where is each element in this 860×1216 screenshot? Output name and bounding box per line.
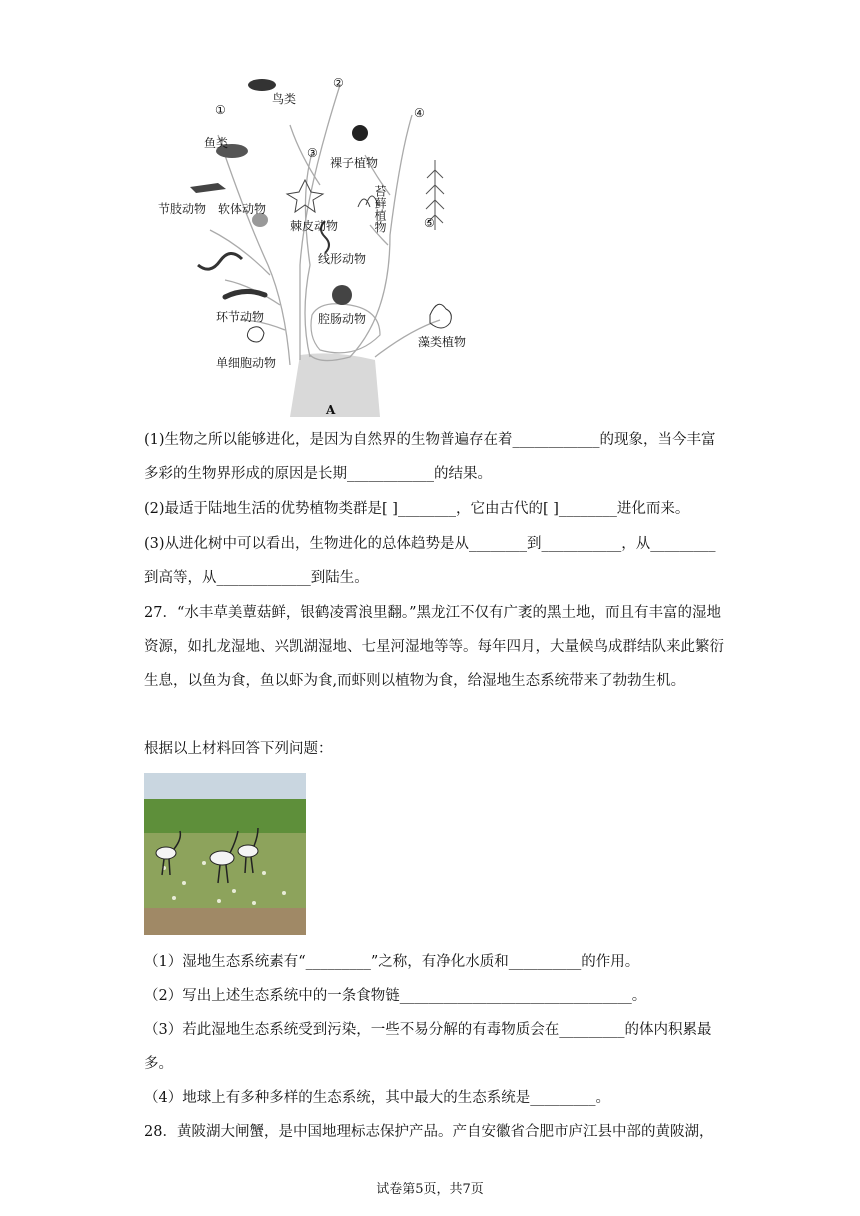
branch-number-4: ④ — [414, 106, 425, 120]
q26-part3: (3)从进化树中可以看出，生物进化的总体趋势是从________到___________，从_________到高等，从_____________到陆生。 — [144, 536, 716, 586]
protozoa-icon — [247, 327, 264, 342]
label-moss — [373, 185, 387, 234]
branch-number-5: ⑤ — [424, 216, 435, 230]
algae-icon — [430, 304, 451, 328]
wetland-crane-photo — [144, 773, 306, 935]
label-protozoa: 单细胞动物 — [216, 356, 277, 370]
tree-branch-left — [218, 135, 290, 365]
q27-sub4: （4）地球上有多种多样的生态系统，其中最大的生态系统是_________。 — [144, 1090, 610, 1106]
q28-intro: 28．黄陂湖大闸蟹，是中国地理标志保护产品。产自安徽省合肥市庐江县中部的黄陂湖， — [144, 1124, 714, 1140]
label-arthropod: 节肢动物 — [158, 202, 207, 216]
q27-sub1: （1）湿地生态系统素有“_________”之称，有净化水质和__________的作用。 — [144, 954, 640, 970]
branch-number-1: ① — [215, 103, 226, 117]
label-algae: 藻类植物 — [418, 335, 467, 349]
page-footer: 试卷第5页，共7页 — [376, 1182, 484, 1197]
label-echinoderm: 棘皮动物 — [290, 219, 339, 233]
label-nematode: 线形动物 — [318, 252, 367, 266]
branch-number-2: ② — [333, 76, 344, 90]
worm-icon — [198, 253, 242, 269]
label-mollusk: 软体动物 — [218, 202, 267, 216]
label-annelid: 环节动物 — [216, 310, 265, 324]
q27-sub2: （2）写出上述生态系统中的一条食物链________________________________。 — [144, 988, 647, 1004]
cnidarian-icon — [332, 285, 352, 305]
arthropod-icon — [190, 183, 226, 193]
label-root-a: A — [326, 403, 336, 417]
branch-number-3: ③ — [307, 146, 318, 160]
q27-intro: 27．“水丰草美蕈菇鲜，银鹤凌霄浪里翻。”黑龙江不仅有广袤的黑土地，而且有丰富的湿地资源，如扎龙湿地、兴凯湖湿地、七星河湿地等等。每年四月，大量候鸟成群结队来此繁衍生息，以鱼为食，鱼以虾为食,而虾则以植物为食，给湿地生态系统带来了勃勃生机。 — [144, 605, 724, 689]
bird-icon — [248, 79, 276, 91]
annelid-icon — [225, 291, 265, 297]
q27-prompt: 根据以上材料回答下列问题： — [144, 741, 333, 757]
label-bird: 鸟类 — [272, 92, 297, 106]
label-cnidarian: 腔肠动物 — [318, 312, 367, 326]
q26-part2: (2)最适于陆地生活的优势植物类群是[ ]________，它由古代的[ ]________进化而来。 — [144, 501, 690, 517]
svg-text:苔藓植物: 苔藓植物 — [373, 185, 387, 233]
evolution-tree-diagram — [150, 65, 480, 417]
q27-sub3: （3）若此湿地生态系统受到污染，一些不易分解的有毒物质会在_________的体内积累最多。 — [144, 1022, 712, 1072]
label-fish: 鱼类 — [204, 136, 229, 150]
label-gymnosperm: 裸子植物 — [330, 156, 379, 170]
q26-part1: (1)生物之所以能够进化，是因为自然界的生物普遍存在着____________的现象，当今丰富多彩的生物界形成的原因是长期____________的结果。 — [144, 432, 716, 482]
gymnosperm-icon — [352, 125, 368, 141]
